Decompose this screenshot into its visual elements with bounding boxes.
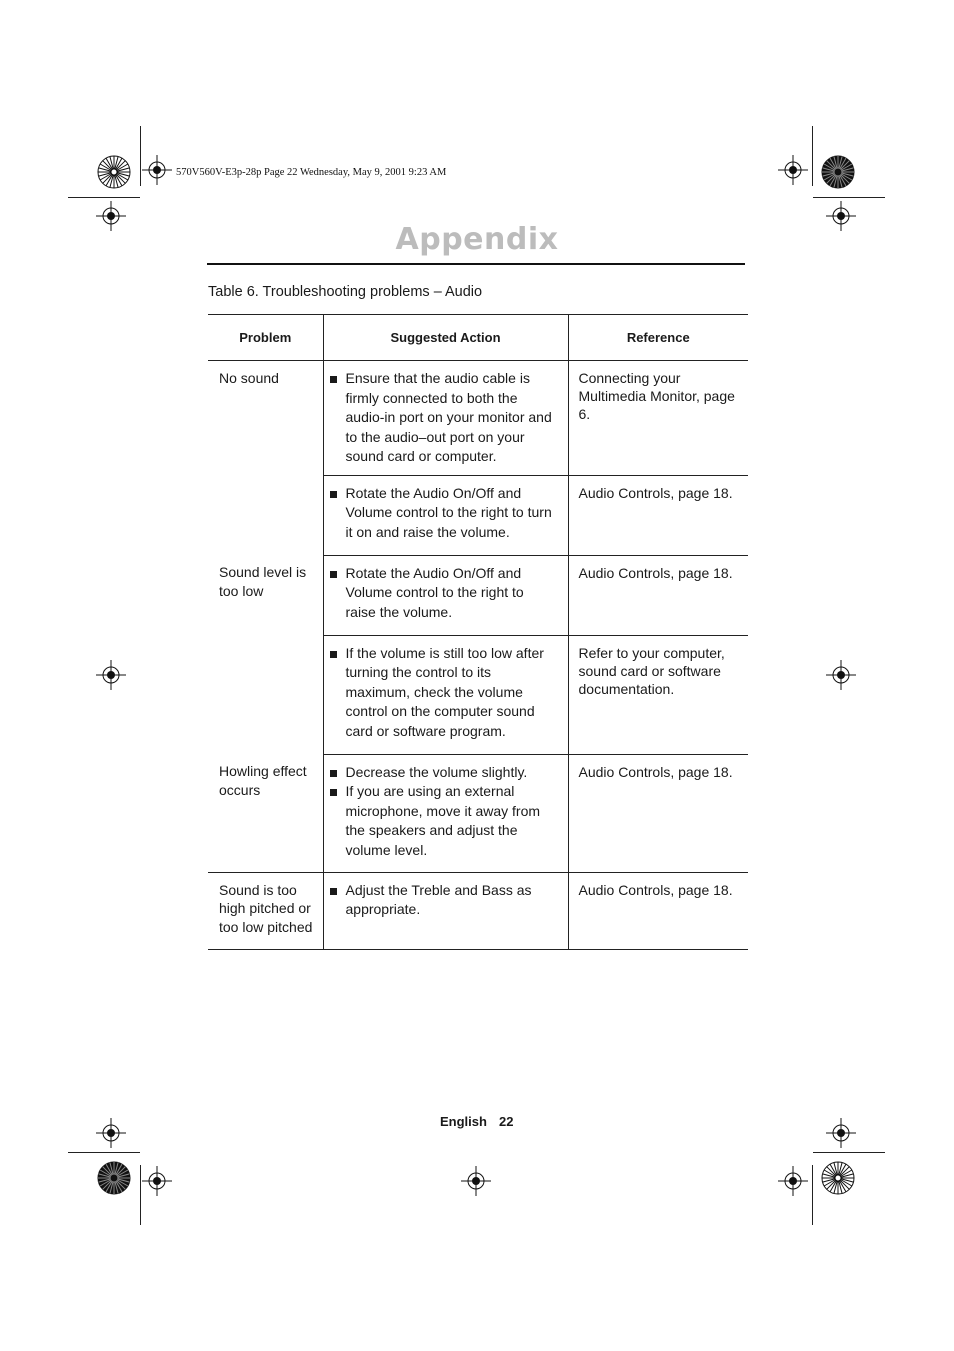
troubleshooting-table	[208, 314, 748, 950]
registration-target-icon	[826, 1118, 856, 1148]
action-text: If the volume is still too low after turning the control to its maximum, check the volume control on the computer sound card or software program.	[345, 644, 544, 739]
action-bullet-item	[328, 763, 558, 783]
registration-target-icon	[142, 1166, 172, 1196]
header-problem: Problem	[208, 315, 323, 361]
square-bullet-icon	[330, 651, 337, 658]
crop-line	[68, 1152, 140, 1153]
starburst-mark-icon	[97, 155, 131, 189]
registration-target-icon	[778, 1166, 808, 1196]
crop-line	[813, 197, 885, 198]
table-header-row	[208, 315, 748, 361]
reference-cell: Audio Controls, page 18.	[568, 754, 748, 872]
suggested-action-cell	[323, 555, 568, 635]
action-text: Decrease the volume slightly.	[345, 763, 528, 780]
header-reference: Reference	[568, 315, 748, 361]
print-job-header: 570V560V-E3p-28p Page 22 Wednesday, May 9, 2001 9:23 AM	[176, 167, 447, 178]
starburst-mark-icon	[97, 1161, 131, 1195]
action-bullet-item	[328, 369, 558, 467]
registration-target-icon	[96, 1118, 126, 1148]
table-row	[208, 872, 748, 949]
action-text: If you are using an external microphone, move it away from the speakers and adjust the volume level.	[345, 783, 541, 858]
suggested-action-cell	[323, 475, 568, 555]
square-bullet-icon	[330, 491, 337, 498]
reference-cell: Audio Controls, page 18.	[568, 872, 748, 949]
table-row	[208, 555, 748, 635]
registration-target-icon	[142, 155, 172, 185]
square-bullet-icon	[330, 376, 337, 383]
action-bullet-item	[328, 484, 558, 543]
reference-cell: Audio Controls, page 18.	[568, 555, 748, 635]
table-row	[208, 361, 748, 476]
table-body	[208, 361, 748, 950]
starburst-mark-icon	[821, 1161, 855, 1195]
suggested-action-cell	[323, 361, 568, 476]
crop-line	[140, 1165, 141, 1225]
reference-cell: Refer to your computer, sound card or software documentation.	[568, 635, 748, 754]
action-text: Adjust the Treble and Bass as appropriate.	[345, 881, 532, 917]
table-caption: Table 6. Troubleshooting problems – Audio	[208, 284, 483, 300]
reference-cell: Audio Controls, page 18.	[568, 475, 748, 555]
suggested-action-cell	[323, 754, 568, 872]
action-bullet-item	[328, 881, 558, 920]
square-bullet-icon	[330, 888, 337, 895]
suggested-action-cell	[323, 635, 568, 754]
suggested-action-cell	[323, 872, 568, 949]
reference-cell: Connecting your Multimedia Monitor, page 6.	[568, 361, 748, 476]
action-bullet-item	[328, 644, 558, 742]
action-bullet-item	[328, 564, 558, 623]
action-text: Rotate the Audio On/Off and Volume control to the right to raise the volume.	[345, 564, 524, 620]
section-title: Appendix	[395, 222, 559, 257]
crop-line	[813, 1152, 885, 1153]
action-bullet-item	[328, 782, 558, 860]
header-suggested-action: Suggested Action	[323, 315, 568, 361]
registration-target-icon	[778, 155, 808, 185]
footer-language: English	[440, 1114, 487, 1129]
crop-line	[812, 1165, 813, 1225]
square-bullet-icon	[330, 770, 337, 777]
page-number: 22	[499, 1114, 514, 1129]
starburst-mark-icon	[821, 155, 855, 189]
crop-line	[812, 126, 813, 186]
table-row	[208, 754, 748, 872]
square-bullet-icon	[330, 571, 337, 578]
action-text: Ensure that the audio cable is firmly connected to both the audio-in port on your monitor and to the audio–out port on your sound card or computer.	[345, 370, 552, 464]
registration-target-icon	[826, 660, 856, 690]
problem-cell: No sound	[219, 370, 279, 386]
problem-cell: Sound is too high pitched or too low pitched	[208, 872, 323, 949]
square-bullet-icon	[330, 789, 337, 796]
registration-target-icon	[461, 1166, 491, 1196]
problem-cell: Sound level is too low	[219, 564, 307, 599]
registration-target-icon	[96, 660, 126, 690]
problem-cell: Howling effect occurs	[208, 754, 323, 872]
crop-line	[68, 197, 140, 198]
action-text: Rotate the Audio On/Off and Volume control to the right to turn it on and raise the volume.	[345, 484, 552, 540]
crop-line	[140, 126, 141, 186]
title-rule	[207, 263, 745, 265]
